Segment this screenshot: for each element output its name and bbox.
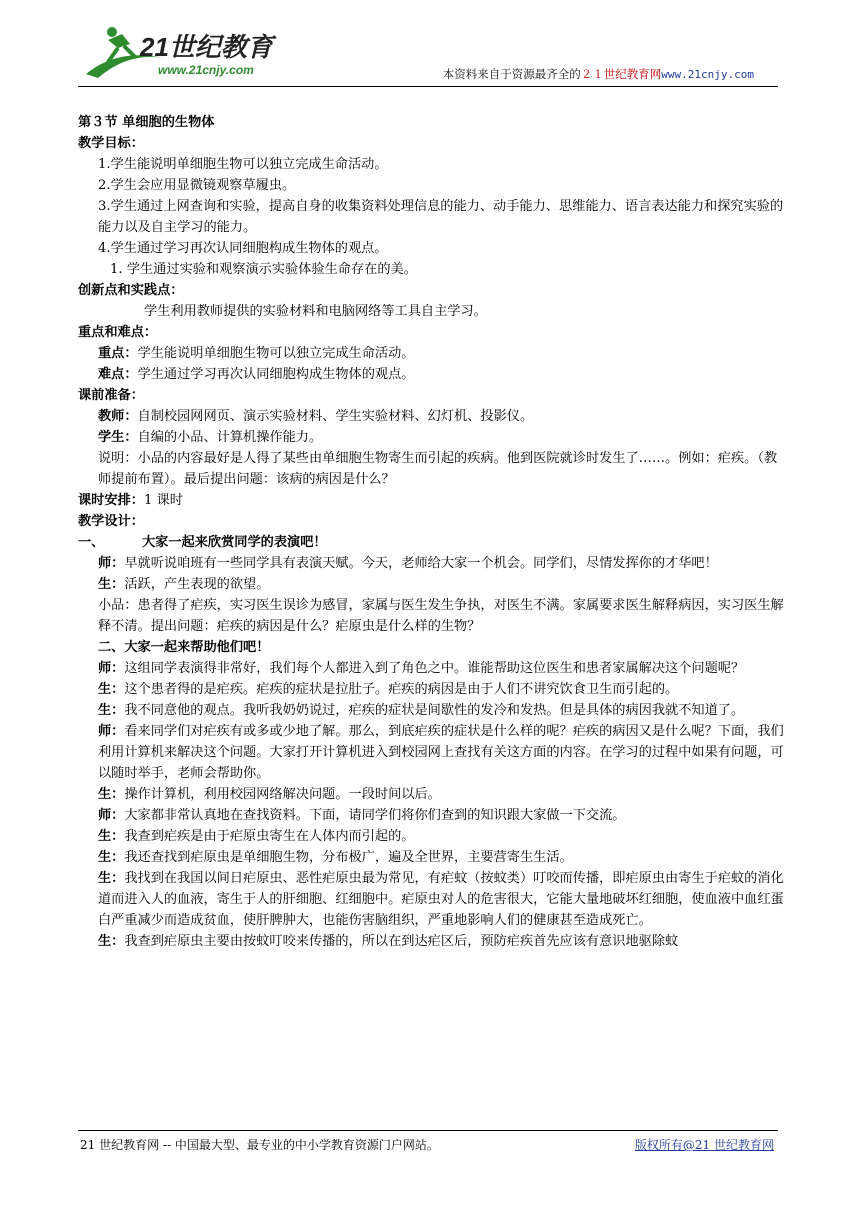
design-heading: 教学设计： xyxy=(78,514,144,529)
innovation-text: 学生利用教师提供的实验材料和电脑网络等工具自主学习。 xyxy=(144,304,487,319)
logo-text: 21世纪教育 xyxy=(140,32,273,62)
schedule: 课时安排：1 课时 xyxy=(78,493,183,508)
goal-item: 1.学生能说明单细胞生物可以独立完成生命活动。 xyxy=(98,157,388,172)
goal-item: 2.学生会应用显微镜观察草履虫。 xyxy=(98,178,296,193)
key-point: 重点：学生能说明单细胞生物可以独立完成生命活动。 xyxy=(98,346,415,361)
header-divider xyxy=(78,86,778,87)
prep-teacher: 教师：自制校园网网页、演示实验材料、学生实验材料、幻灯机、投影仪。 xyxy=(98,409,534,424)
document-body xyxy=(78,112,784,952)
key-heading: 重点和难点： xyxy=(78,325,158,340)
innovation-heading: 创新点和实践点： xyxy=(78,283,184,298)
dialogue-line: 师：早就听说咱班有一些同学具有表演天赋。今天，老师给大家一个机会。同学们，尽情发挥你的才华吧！ xyxy=(98,556,718,571)
dialogue-line: 师：这组同学表演得非常好，我们每个人都进入到了角色之中。谁能帮助这位医生和患者家属解决这个问题呢？ xyxy=(98,661,745,676)
header-url: www.21cnjy.com xyxy=(661,68,754,81)
goal-item: 4.学生通过学习再次认同细胞构成生物体的观点。 xyxy=(98,241,388,256)
footer-text: 21 世纪教育网 -- 中国最大型、最专业的中小学教育资源门户网站。 xyxy=(80,1138,439,1152)
dialogue-line: 师：大家都非常认真地在查找资料。下面，请同学们将你们查到的知识跟大家做一下交流。 xyxy=(98,808,626,823)
dialogue-line: 生：我不同意他的观点。我听我奶奶说过，疟疾的症状是间歇性的发冷和发热。但是具体的病因我就不知道了。 xyxy=(98,703,745,718)
goals-heading: 教学目标： xyxy=(78,136,144,151)
prep-note: 说明：小品的内容最好是人得了某些由单细胞生物寄生而引起的疾病。他到医院就诊时发生了……。例如：疟疾。（教师提前布置）。最后提出问题：该病的病因是什么？ xyxy=(98,451,778,487)
dialogue-line: 生：我查到疟疾是由于疟原虫寄生在人体内而引起的。 xyxy=(98,829,415,844)
dialogue-line: 师：看来同学们对疟疾有或多或少地了解。那么，到底疟疾的症状是什么样的呢？疟疾的病因又是什么呢？下面，我们利用计算机来解决这个问题。大家打开计算机进入到校园网上查找有关这方面的内容。在学习的过程中如果有问题，可以随时举手，老师会帮助你。 xyxy=(98,724,784,781)
prep-heading: 课前准备： xyxy=(78,388,144,403)
goal-item: 1. 学生通过实验和观察演示实验体验生命存在的美。 xyxy=(110,262,417,277)
dialogue-line: 生：活跃，产生表现的欲望。 xyxy=(98,577,270,592)
header-note: 本资料来自于资源最齐全的２１世纪教育网www.21cnjy.com xyxy=(442,67,754,81)
footer-copyright-link[interactable]: 版权所有@21 世纪教育网 xyxy=(634,1138,774,1152)
dialogue-line: 生：我找到在我国以间日疟原虫、恶性疟原虫最为常见，有疟蚊（按蚊类）叮咬而传播，即疟原虫由寄生于疟蚊的消化道而进入人的血液，寄生于人的肝细胞、红细胞中。疟原虫对人的危害很大，它能大量地破坏红细胞，使血液中血红蛋白严重减少而造成贫血，使肝脾肿大，也能伤害脑组织，严重地影响人们的健康甚至造成死亡。 xyxy=(98,871,784,928)
prep-student: 学生：自编的小品、计算机操作能力。 xyxy=(98,430,323,445)
dialogue-line: 生：这个患者得的是疟疾。疟疾的症状是拉肚子。疟疾的病因是由于人们不讲究饮食卫生而引起的。 xyxy=(98,682,679,697)
logo-url: www.21cnjy.com xyxy=(158,63,254,77)
dialogue-line: 生：我查到疟原虫主要由按蚊叮咬来传播的，所以在到达疟区后，预防疟疾首先应该有意识地驱除蚊 xyxy=(98,934,679,949)
footer-divider xyxy=(78,1130,778,1131)
header-site-name: ２１世纪教育网 xyxy=(580,67,662,81)
logo xyxy=(78,18,298,86)
goal-item: 3.学生通过上网查询和实验，提高自身的收集资料处理信息的能力、动手能力、思维能力、语言表达能力和探究实验的能力以及自主学习的能力。 xyxy=(98,199,784,235)
section-1-title: 一、 大家一起来欣赏同学的表演吧！ xyxy=(78,535,327,550)
dialogue-line: 生：我还查找到疟原虫是单细胞生物，分布极广，遍及全世界，主要营寄生生活。 xyxy=(98,850,573,865)
lesson-title: 第３节 单细胞的生物体 xyxy=(78,115,215,130)
skit-description: 小品：患者得了疟疾，实习医生误诊为感冒，家属与医生发生争执，对医生不满。家属要求医生解释病因，实习医生解释不清。提出问题：疟疾的病因是什么？疟原虫是什么样的生物？ xyxy=(98,598,784,634)
dialogue-line: 生：操作计算机，利用校园网络解决问题。一段时间以后。 xyxy=(98,787,441,802)
difficult-point: 难点：学生通过学习再次认同细胞构成生物体的观点。 xyxy=(98,367,415,382)
section-2-title: 二、大家一起来帮助他们吧！ xyxy=(98,640,270,655)
